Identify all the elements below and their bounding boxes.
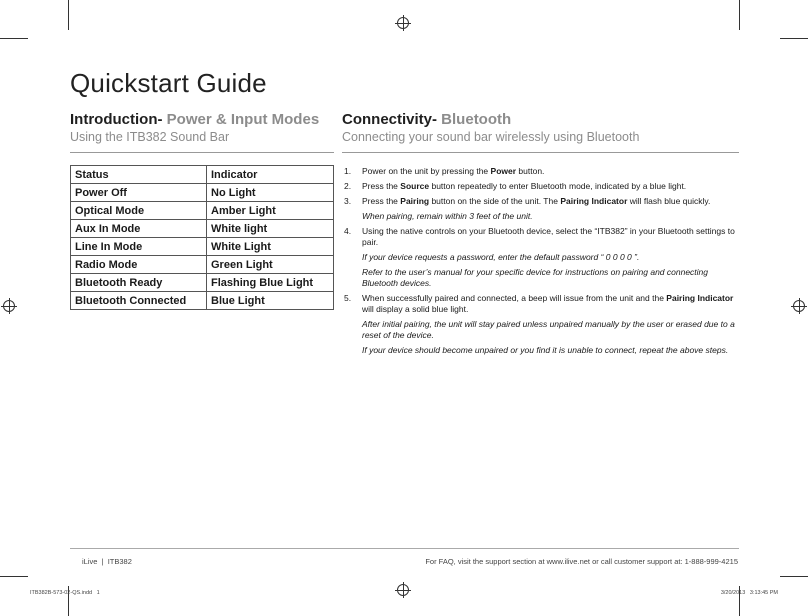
- intro-divider: [70, 152, 334, 153]
- table-row: [71, 220, 334, 238]
- step-text: will display a solid blue light.: [362, 304, 469, 314]
- page-title: Quickstart Guide: [70, 68, 267, 98]
- intro-heading-accent: Power & Input Modes: [162, 111, 320, 128]
- step-number: 2.: [344, 181, 352, 191]
- status-table: [70, 165, 334, 310]
- step-text: button repeatedly to enter Bluetooth mode, indicated by a blue light.: [429, 181, 687, 191]
- footer-support: For FAQ, visit the support section at www.ilive.net or call customer support at: 1-888-999-4215: [425, 557, 738, 566]
- step-text: button.: [516, 166, 545, 176]
- crop-mark-top-right: [739, 0, 740, 30]
- footer-brand: iLive | ITB382: [82, 557, 132, 566]
- indicator-cell: Blue Light: [207, 292, 334, 310]
- step-text: Press the: [362, 196, 401, 206]
- step-4-note-manual: Refer to the user’s manual for your specific device for instructions on pairing and connecting Bluetooth devices.: [362, 267, 709, 288]
- step-bold-term: Pairing: [400, 196, 430, 206]
- step-bold-term: Pairing Indicator: [666, 293, 734, 303]
- registration-mark-right: [793, 300, 805, 312]
- indicator-cell: Green Light: [207, 256, 334, 274]
- step-3: [344, 196, 739, 207]
- step-text: Press the: [362, 181, 401, 191]
- indicator-cell: No Light: [207, 184, 334, 202]
- crop-mark-bottom-right-h: [780, 576, 808, 577]
- step-5: [344, 293, 739, 315]
- registration-mark-top: [397, 17, 409, 29]
- table-header-row: [71, 166, 334, 184]
- status-cell: Aux In Mode: [71, 220, 207, 238]
- table-header-indicator: Indicator: [207, 166, 334, 184]
- table-row: [71, 238, 334, 256]
- step-number: 1.: [344, 166, 352, 176]
- indicator-cell: Flashing Blue Light: [207, 274, 334, 292]
- table-row: [71, 202, 334, 220]
- intro-heading: [70, 111, 319, 128]
- step-bold-term: Source: [400, 181, 430, 191]
- step-5-note-paired: After initial pairing, the unit will stay paired unless unpaired manually by the user or erased due to a reset of the device.: [362, 319, 735, 340]
- step-5-note-unpaired: If your device should become unpaired or you find it is unable to connect, repeat the above steps.: [362, 345, 729, 355]
- step-bold-term: Power: [490, 166, 517, 176]
- intro-subheading: Using the ITB382 Sound Bar: [70, 130, 230, 144]
- status-cell: Radio Mode: [71, 256, 207, 274]
- bluetooth-steps: [344, 166, 739, 360]
- step-text: will flash blue quickly.: [627, 196, 711, 206]
- print-slug-file: ITB382B-573-02-QS.indd 1: [30, 590, 100, 596]
- connectivity-heading: [342, 111, 511, 128]
- crop-mark-top-right-h: [780, 38, 808, 39]
- table-row: [71, 274, 334, 292]
- step-number: 5.: [344, 293, 352, 303]
- table-row: [71, 184, 334, 202]
- connectivity-heading-main: Connectivity-: [342, 111, 438, 128]
- footer-divider: [70, 548, 739, 549]
- step-number: 3.: [344, 196, 352, 206]
- step-3-note: When pairing, remain within 3 feet of the unit.: [362, 211, 533, 221]
- step-1: [344, 166, 739, 177]
- status-cell: Optical Mode: [71, 202, 207, 220]
- registration-mark-bottom: [397, 584, 409, 596]
- crop-mark-bottom-left-h: [0, 576, 28, 577]
- step-number: 4.: [344, 226, 352, 236]
- intro-heading-main: Introduction-: [70, 111, 163, 128]
- crop-mark-top-left: [68, 0, 69, 30]
- registration-mark-left: [3, 300, 15, 312]
- print-slug-date: 3/20/2013 3:13:45 PM: [720, 590, 778, 596]
- step-4: [344, 226, 739, 248]
- crop-mark-top-left-h: [0, 38, 28, 39]
- connectivity-divider: [342, 152, 739, 153]
- step-4-note-password: If your device requests a password, enter the default password “ 0 0 0 0 ”.: [362, 252, 640, 262]
- status-cell: Line In Mode: [71, 238, 207, 256]
- step-2: [344, 181, 739, 192]
- status-cell: Power Off: [71, 184, 207, 202]
- table-row: [71, 292, 334, 310]
- table-row: [71, 256, 334, 274]
- connectivity-subheading: Connecting your sound bar wirelessly using Bluetooth: [342, 130, 640, 144]
- indicator-cell: White Light: [207, 238, 334, 256]
- indicator-cell: Amber Light: [207, 202, 334, 220]
- step-text: Using the native controls on your Bluetooth device, select the “ITB382” in your Bluetooth settings to pair.: [362, 226, 735, 247]
- table-header-status: Status: [71, 166, 207, 184]
- status-cell: Bluetooth Ready: [71, 274, 207, 292]
- connectivity-heading-accent: Bluetooth: [437, 111, 512, 128]
- step-text: When successfully paired and connected, a beep will issue from the unit and the: [362, 293, 667, 303]
- indicator-cell: White light: [207, 220, 334, 238]
- step-text: button on the side of the unit. The: [429, 196, 561, 206]
- step-text: Power on the unit by pressing the: [362, 166, 491, 176]
- status-cell: Bluetooth Connected: [71, 292, 207, 310]
- step-bold-term: Pairing Indicator: [560, 196, 628, 206]
